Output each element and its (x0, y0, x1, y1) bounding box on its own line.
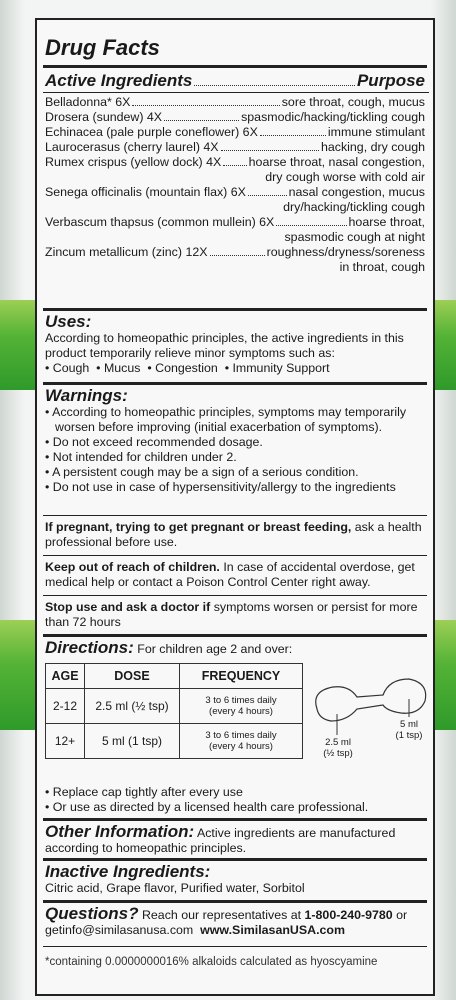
frequency-cell (180, 724, 303, 759)
spoon-small-tsp: (½ tsp) (323, 748, 353, 759)
inactive-text: Citric acid, Grape flavor, Purified water, Sorbitol (45, 881, 305, 895)
directions-intro: For children age 2 and over: (137, 642, 293, 656)
ingredient-name: Verbascum thapsus (common mullein) 6X (45, 215, 275, 229)
ingredient-purpose-cont: dry cough worse with cold air (265, 170, 425, 184)
drug-facts-panel (35, 18, 435, 996)
active-ingredients-label: Active Ingredients (45, 71, 193, 90)
reach-text: In case of accidental overdose, get medical help or contact a Poison Control Center right away. (45, 560, 415, 589)
purpose-label: Purpose (356, 71, 425, 90)
ingredient-name: Zincum metallicum (zinc) 12X (45, 245, 208, 259)
uses-text: According to homeopathic principles, the active ingredients in this product temporarily relieve minor symptoms such as: (45, 331, 404, 360)
reach-bold: Keep out of reach of children. (45, 560, 220, 574)
inactive-rule (43, 858, 427, 861)
dose-cell: 2.5 ml (½ tsp) (85, 689, 180, 724)
ingredient-name: Drosera (sundew) 4X (45, 110, 163, 124)
directions-section (45, 639, 425, 814)
questions-section (45, 905, 425, 938)
directions-header: Directions: (45, 638, 134, 657)
leader-dots (194, 72, 355, 86)
email-link[interactable]: getinfo@similasanusa.com (45, 923, 194, 937)
uses-rule (43, 308, 427, 311)
warnings-rule (43, 382, 427, 385)
ingredient-name: Rumex crispus (yellow dock) 4X (45, 155, 222, 169)
questions-text: Reach our representatives at (138, 908, 305, 922)
pregnant-rule (43, 515, 427, 516)
warning-item: • According to homeopathic principles, symptoms may temporarily worsen before improving (initial exacerbation of symptoms). (45, 405, 407, 434)
warning-item: • Do not use in case of hypersensitivity/allergy to the ingredients (45, 480, 396, 494)
ingredient-purpose: spasmodic/hacking/tickling cough (241, 110, 425, 124)
spoon-large-ml: 5 ml (400, 719, 418, 730)
pregnant-text: ask a health professional before use. (45, 520, 422, 549)
ingredient-row (45, 95, 425, 110)
stop-warning (45, 600, 425, 630)
warnings-section (45, 387, 425, 495)
dosage-table-header (46, 664, 303, 689)
active-header-rule (43, 92, 429, 93)
questions-or: or (392, 908, 408, 922)
col-frequency: FREQUENCY (180, 664, 303, 689)
inactive-section (45, 863, 425, 896)
table-row (46, 689, 303, 724)
ingredient-name: Belladonna* 6X (45, 95, 131, 109)
other-rule (43, 818, 427, 821)
ingredient-name: Senega officinalis (mountain flax) 6X (45, 185, 246, 199)
website-link[interactable]: www.SimilasanUSA.com (200, 923, 345, 937)
spoon-label-small (321, 737, 355, 759)
spoon-large-tsp: (1 tsp) (395, 730, 423, 741)
other-info-text: Active ingredients are manufactured according to homeopathic principles. (45, 826, 396, 855)
col-dose: DOSE (85, 664, 180, 689)
ingredient-row (45, 110, 425, 125)
ingredient-row (45, 140, 425, 155)
ingredient-purpose-cont: spasmodic cough at night (284, 230, 425, 244)
ingredient-row (45, 185, 425, 200)
ingredient-purpose: roughness/dryness/soreness (266, 245, 425, 259)
freq-line: 3 to 6 times daily (205, 730, 277, 741)
dose-cell: 5 ml (1 tsp) (85, 724, 180, 759)
questions-rule (43, 900, 427, 903)
ingredient-purpose: immune stimulant (327, 125, 425, 139)
spoon-small-ml: 2.5 ml (325, 737, 351, 748)
ingredient-name: Echinacea (pale purple coneflower) 6X (45, 125, 258, 139)
leader-dots (276, 215, 346, 226)
directions-bullets (45, 785, 368, 815)
inactive-header: Inactive Ingredients: (45, 862, 211, 881)
ingredient-purpose: sore throat, cough, mucus (281, 95, 425, 109)
leader-dots (164, 110, 239, 121)
spoon-label-large (394, 719, 424, 741)
table-row (46, 724, 303, 759)
pregnant-warning (45, 520, 425, 550)
frequency-cell (180, 689, 303, 724)
freq-line: (every 4 hours) (209, 706, 273, 717)
ingredient-row (45, 125, 425, 140)
questions-header: Questions? (45, 904, 139, 923)
ingredient-purpose: nasal congestion, mucus (288, 185, 425, 199)
active-ingredients-header (45, 72, 425, 90)
dosage-table (45, 663, 303, 759)
leader-dots (260, 125, 326, 136)
leader-dots (248, 185, 287, 196)
leader-dots (132, 95, 279, 106)
other-info-header: Other Information: (45, 822, 195, 841)
ingredient-row (45, 155, 425, 170)
drug-facts-title: Drug Facts (45, 35, 160, 60)
stop-bold: Stop use and ask a doctor if (45, 600, 211, 614)
leader-dots (223, 155, 246, 166)
stop-rule (43, 595, 427, 596)
ingredient-purpose-cont: in throat, cough (339, 260, 425, 274)
freq-line: 3 to 6 times daily (205, 695, 277, 706)
uses-section (45, 313, 425, 376)
warnings-header: Warnings: (45, 386, 128, 405)
leader-dots (210, 245, 265, 256)
footnote: *containing 0.0000000016% alkaloids calculated as hyoscyamine (45, 956, 378, 968)
ingredient-purpose: hoarse throat, nasal congestion, (248, 155, 425, 169)
leader-dots (221, 140, 319, 151)
active-ingredients-section (45, 72, 425, 275)
other-info-section (45, 823, 425, 856)
stop-text: symptoms worsen or persist for more than 72 hours (45, 600, 418, 629)
ingredient-purpose: hoarse throat, (348, 215, 425, 229)
col-age: AGE (46, 664, 85, 689)
freq-line: (every 4 hours) (209, 741, 273, 752)
phone-number[interactable]: 1-800-240-9780 (304, 908, 393, 922)
warning-item: • A persistent cough may be a sign of a serious condition. (45, 465, 359, 479)
direction-item: • Or use as directed by a licensed health care professional. (45, 800, 369, 814)
ingredient-name: Laurocerasus (cherry laurel) 4X (45, 140, 219, 154)
reach-warning (45, 560, 425, 590)
title-rule (43, 65, 427, 68)
age-cell: 12+ (46, 724, 85, 759)
ingredient-row (45, 245, 425, 260)
reach-rule (43, 555, 427, 556)
direction-item: • Replace cap tightly after every use (45, 785, 243, 799)
uses-list: • Cough • Mucus • Congestion • Immunity Support (45, 361, 330, 375)
directions-rule (43, 634, 427, 637)
warning-item: • Not intended for children under 2. (45, 450, 237, 464)
ingredient-purpose: hacking, dry cough (320, 140, 425, 154)
warning-item: • Do not exceed recommended dosage. (45, 435, 263, 449)
ingredient-row (45, 215, 425, 230)
uses-header: Uses: (45, 312, 92, 331)
footnote-rule (43, 946, 427, 947)
age-cell: 2-12 (46, 689, 85, 724)
pregnant-bold: If pregnant, trying to get pregnant or breast feeding, (45, 520, 352, 534)
ingredient-list (45, 95, 425, 275)
ingredient-purpose-cont: dry/hacking/tickling cough (283, 200, 425, 214)
